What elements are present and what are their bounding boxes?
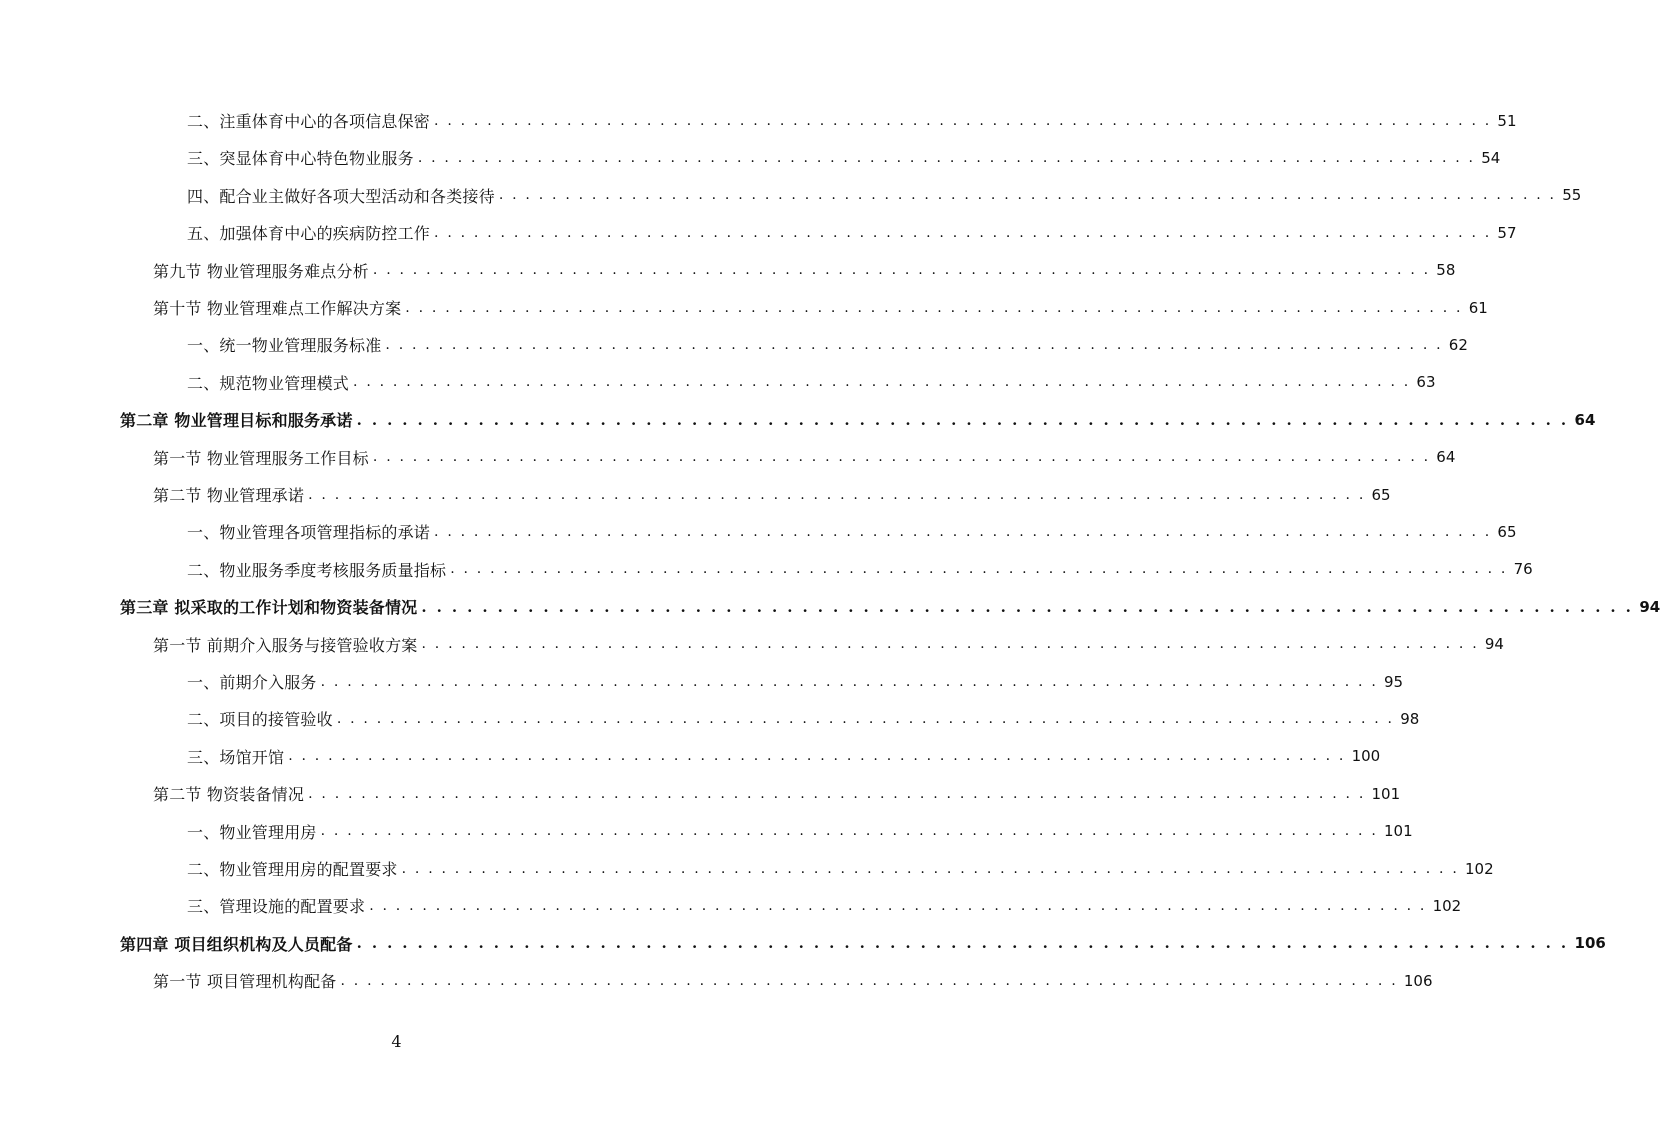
toc-entry-page: 94 (1484, 635, 1504, 654)
toc-subsection-entry[interactable] (187, 551, 1533, 588)
toc-entry-title: 二、物业服务季度考核服务质量指标 (187, 560, 447, 580)
toc-entry-page: 95 (1384, 672, 1404, 691)
toc-entry-title: 第九节 物业管理服务难点分析 (153, 261, 369, 281)
toc-entry-title: 第二节 物资装备情况 (153, 785, 305, 805)
toc-entry-page: 61 (1468, 298, 1488, 317)
toc-entry-page: 62 (1448, 335, 1468, 354)
toc-subsection-entry[interactable] (187, 214, 1517, 251)
toc-subsection-entry[interactable] (187, 813, 1413, 850)
toc-entry-title: 三、突显体育中心特色物业服务 (187, 149, 414, 169)
toc-entry-page: 94 (1639, 597, 1660, 616)
toc-entry-page: 58 (1436, 261, 1456, 280)
toc-entry-title: 一、前期介入服务 (187, 673, 317, 692)
toc-entry-page: 65 (1497, 522, 1517, 541)
toc-dot-leader: . . . . . . . . . . . . . . . . . . . . . . . . . . . . . . . . . . . . . . . . . . . . . . . . . . . . . . . . . . . . . . . . . . . . . . . . . . . . . . . . (421, 597, 1634, 616)
toc-subsection-entry[interactable] (187, 364, 1436, 401)
toc-entry-page: 106 (1574, 934, 1606, 953)
toc-subsection-entry[interactable] (187, 326, 1468, 363)
toc-dot-leader: . . . . . . . . . . . . . . . . . . . . . . . . . . . . . . . . . . . . . . . . . . . . . . . . . . . . . . . . . . . . . . . . . . . . . . . . . . . . . . . . (356, 410, 1569, 429)
toc-section-entry[interactable] (153, 962, 1433, 999)
toc-entry-title: 三、场馆开馆 (187, 747, 285, 767)
toc-entry-title: 一、物业管理各项管理指标的承诺 (187, 523, 431, 543)
toc-section-entry[interactable] (153, 289, 1488, 326)
toc-entry-page: 101 (1371, 784, 1401, 803)
toc-dot-leader: . . . . . . . . . . . . . . . . . . . . . . . . . . . . . . . . . . . . . . . . . . . . . . . . . . . . . . . . . . . . . . . . . . . . . . . . . . . . . . . . (356, 934, 1569, 953)
toc-entry-title: 第一节 前期介入服务与接管验收方案 (153, 635, 418, 655)
toc-entry-page: 98 (1400, 709, 1420, 728)
toc-subsection-entry[interactable] (187, 139, 1501, 176)
toc-entry-page: 64 (1574, 410, 1596, 429)
toc-entry-title: 二、项目的接管验收 (187, 710, 333, 730)
toc-entry-title: 一、物业管理用房 (187, 822, 317, 842)
toc-subsection-entry[interactable] (187, 700, 1420, 737)
toc-entry-title: 第二节 物业管理承诺 (153, 486, 305, 505)
toc-entry-page: 76 (1513, 560, 1533, 579)
toc-entry-page: 64 (1436, 448, 1456, 467)
toc-section-entry[interactable] (153, 252, 1456, 289)
toc-entry-title: 第十节 物业管理难点工作解决方案 (153, 299, 402, 318)
toc-dot-leader: . . . . . . . . . . . . . . . . . . . . . . . . . . . . . . . . . . . . . . . . . . . . . . . . . . . . . . . . . . . . . . . . . . . . . . . . . . . . . . . . (434, 523, 1492, 540)
toc-entry-page: 51 (1497, 111, 1517, 130)
toc-entry-page: 65 (1371, 485, 1391, 504)
toc-entry-title: 第二章 物业管理目标和服务承诺 (120, 411, 353, 431)
toc-dot-leader: . . . . . . . . . . . . . . . . . . . . . . . . . . . . . . . . . . . . . . . . . . . . . . . . . . . . . . . . . . . . . . . . . . . . . . . . . . . . . . . . (372, 262, 1431, 279)
toc-entry-title: 第四章 项目组织机构及人员配备 (120, 934, 353, 954)
toc-chapter-entry[interactable] (120, 925, 1606, 962)
toc-section-entry[interactable] (153, 775, 1401, 812)
toc-entry-title: 二、注重体育中心的各项信息保密 (187, 112, 431, 131)
page-number: 4 (391, 1032, 402, 1051)
toc-entry-page: 106 (1403, 971, 1433, 990)
toc-chapter-entry[interactable] (120, 588, 1660, 625)
toc-dot-leader: . . . . . . . . . . . . . . . . . . . . . . . . . . . . . . . . . . . . . . . . . . . . . . . . . . . . . . . . . . . . . . . . . . . . . . . . . . . . . . . . (372, 449, 1431, 466)
toc-section-entry[interactable] (153, 626, 1504, 663)
toc-dot-leader: . . . . . . . . . . . . . . . . . . . . . . . . . . . . . . . . . . . . . . . . . . . . . . . . . . . . . . . . . . . . . . . . . . . . . . . . . . . . . . . . (308, 785, 1366, 802)
toc-entry-title: 二、物业管理用房的配置要求 (187, 860, 398, 879)
toc-subsection-entry[interactable] (187, 513, 1517, 550)
toc-subsection-entry[interactable] (187, 663, 1404, 700)
toc-entry-page: 102 (1465, 859, 1494, 878)
toc-dot-leader: . . . . . . . . . . . . . . . . . . . . . . . . . . . . . . . . . . . . . . . . . . . . . . . . . . . . . . . . . . . . . . . . . . . . . . . . . . . . . . . . (340, 972, 1398, 989)
toc-entry-title: 四、配合业主做好各项大型活动和各类接待 (187, 186, 495, 206)
toc-subsection-entry[interactable] (187, 177, 1582, 214)
toc-dot-leader: . . . . . . . . . . . . . . . . . . . . . . . . . . . . . . . . . . . . . . . . . . . . . . . . . . . . . . . . . . . . . . . . . . . . . . . . . . . . . . . . (434, 224, 1492, 241)
toc-dot-leader: . . . . . . . . . . . . . . . . . . . . . . . . . . . . . . . . . . . . . . . . . . . . . . . . . . . . . . . . . . . . . . . . . . . . . . . . . . . . . . . . (288, 748, 1346, 765)
toc-entry-page: 57 (1497, 223, 1517, 242)
toc-entry-page: 101 (1384, 822, 1413, 841)
toc-entry-title: 一、统一物业管理服务标准 (187, 336, 382, 356)
toc-dot-leader: . . . . . . . . . . . . . . . . . . . . . . . . . . . . . . . . . . . . . . . . . . . . . . . . . . . . . . . . . . . . . . . . . . . . . . . . . . . . . . . . (417, 149, 1476, 166)
toc-dot-leader: . . . . . . . . . . . . . . . . . . . . . . . . . . . . . . . . . . . . . . . . . . . . . . . . . . . . . . . . . . . . . . . . . . . . . . . . . . . . . . . . (401, 860, 1459, 877)
toc-dot-leader: . . . . . . . . . . . . . . . . . . . . . . . . . . . . . . . . . . . . . . . . . . . . . . . . . . . . . . . . . . . . . . . . . . . . . . . . . . . . . . . . (308, 486, 1366, 503)
toc-entry-page: 63 (1416, 373, 1436, 392)
toc-dot-leader: . . . . . . . . . . . . . . . . . . . . . . . . . . . . . . . . . . . . . . . . . . . . . . . . . . . . . . . . . . . . . . . . . . . . . . . . . . . . . . . . (320, 673, 1378, 690)
toc-dot-leader: . . . . . . . . . . . . . . . . . . . . . . . . . . . . . . . . . . . . . . . . . . . . . . . . . . . . . . . . . . . . . . . . . . . . . . . . . . . . . . . . (353, 374, 1411, 391)
toc-entry-page: 100 (1351, 747, 1381, 766)
toc-section-entry[interactable] (153, 439, 1456, 476)
toc-chapter-entry[interactable] (120, 401, 1596, 438)
toc-dot-leader: . . . . . . . . . . . . . . . . . . . . . . . . . . . . . . . . . . . . . . . . . . . . . . . . . . . . . . . . . . . . . . . . . . . . . . . . . . . . . . . . (320, 823, 1378, 840)
toc-dot-leader: . . . . . . . . . . . . . . . . . . . . . . . . . . . . . . . . . . . . . . . . . . . . . . . . . . . . . . . . . . . . . . . . . . . . . . . . . . . . . . . . (421, 636, 1479, 653)
toc-subsection-entry[interactable] (187, 102, 1517, 139)
toc-entry-page: 102 (1432, 896, 1462, 915)
toc-dot-leader: . . . . . . . . . . . . . . . . . . . . . . . . . . . . . . . . . . . . . . . . . . . . . . . . . . . . . . . . . . . . . . . . . . . . . . . . . . . . . . . . (385, 336, 1443, 353)
toc-entry-title: 第一节 物业管理服务工作目标 (153, 448, 369, 468)
toc-dot-leader: . . . . . . . . . . . . . . . . . . . . . . . . . . . . . . . . . . . . . . . . . . . . . . . . . . . . . . . . . . . . . . . . . . . . . . . . . . . . . . . . (450, 561, 1508, 578)
toc-entry-title: 第一节 项目管理机构配备 (153, 972, 337, 992)
toc-subsection-entry[interactable] (187, 738, 1381, 775)
toc-entry-title: 第三章 拟采取的工作计划和物资装备情况 (120, 598, 418, 618)
toc-dot-leader: . . . . . . . . . . . . . . . . . . . . . . . . . . . . . . . . . . . . . . . . . . . . . . . . . . . . . . . . . . . . . . . . . . . . . . . . . . . . . . . . (498, 187, 1557, 204)
toc-subsection-entry[interactable] (187, 887, 1462, 924)
toc-entry-title: 五、加强体育中心的疾病防控工作 (187, 224, 431, 244)
toc-entry-title: 三、管理设施的配置要求 (187, 897, 366, 917)
toc-entry-page: 54 (1481, 148, 1501, 167)
toc-entry-title: 二、规范物业管理模式 (187, 373, 350, 393)
toc-subsection-entry[interactable] (187, 850, 1494, 887)
toc-entry-page: 55 (1562, 186, 1582, 205)
toc-dot-leader: . . . . . . . . . . . . . . . . . . . . . . . . . . . . . . . . . . . . . . . . . . . . . . . . . . . . . . . . . . . . . . . . . . . . . . . . . . . . . . . . (434, 112, 1492, 129)
toc-section-entry[interactable] (153, 476, 1391, 513)
toc-dot-leader: . . . . . . . . . . . . . . . . . . . . . . . . . . . . . . . . . . . . . . . . . . . . . . . . . . . . . . . . . . . . . . . . . . . . . . . . . . . . . . . . (336, 710, 1395, 727)
toc-dot-leader: . . . . . . . . . . . . . . . . . . . . . . . . . . . . . . . . . . . . . . . . . . . . . . . . . . . . . . . . . . . . . . . . . . . . . . . . . . . . . . . . (369, 897, 1427, 914)
toc-dot-leader: . . . . . . . . . . . . . . . . . . . . . . . . . . . . . . . . . . . . . . . . . . . . . . . . . . . . . . . . . . . . . . . . . . . . . . . . . . . . . . . . (405, 299, 1463, 316)
